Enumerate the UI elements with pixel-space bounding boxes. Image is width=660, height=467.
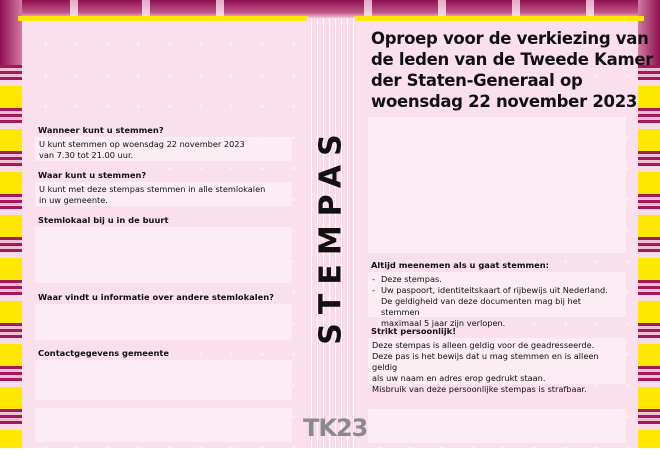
election-code: TK23 xyxy=(303,414,368,442)
where-box xyxy=(35,182,292,206)
personal-line: als uw naam en adres erop gedrukt staan. xyxy=(372,373,546,383)
bring-heading: Altijd meenemen als u gaat stemmen: xyxy=(371,260,549,270)
personal-box xyxy=(368,338,626,394)
bring-item: - Uw paspoort, identiteitskaart of rijbewijs uit Nederland. xyxy=(372,285,608,295)
where-heading: Waar kunt u stemmen? xyxy=(38,170,147,180)
when-heading: Wanneer kunt u stemmen? xyxy=(38,125,164,135)
bottom-left-box xyxy=(35,408,292,442)
stempas-label: STEMPAS xyxy=(313,125,349,345)
nearby-box xyxy=(35,227,292,283)
personal-line: Misbruik van deze persoonlijke stempas is strafbaar. xyxy=(372,384,587,394)
bring-box xyxy=(368,272,626,328)
info-box xyxy=(35,304,292,340)
bring-note: De geldigheid van deze documenten mag bij het stemmen xyxy=(381,296,581,317)
personal-line: Deze stempas is alleen geldig voor de geadresseerde. xyxy=(372,340,595,350)
left-border xyxy=(0,0,22,448)
bring-item: - Deze stempas. xyxy=(372,274,442,284)
personal-heading: Strikt persoonlijk! xyxy=(371,326,456,336)
where-line: in uw gemeente. xyxy=(39,195,108,205)
info-heading: Waar vindt u informatie over andere stemlokalen? xyxy=(38,292,274,302)
when-line: U kunt stemmen op woensdag 22 november 2023 xyxy=(39,139,245,149)
corner-left xyxy=(0,0,22,65)
bottom-right-box xyxy=(368,409,626,443)
bring-note: maximaal 5 jaar zijn verlopen. xyxy=(381,318,506,328)
contact-heading: Contactgegevens gemeente xyxy=(38,348,170,358)
address-box xyxy=(368,117,626,253)
nearby-heading: Stemlokaal bij u in de buurt xyxy=(38,215,169,225)
page-title: Oproep voor de verkiezing van de leden van de Tweede Kamer der Staten-Generaal op woensdag 22 november 2023 xyxy=(371,29,654,111)
when-box xyxy=(35,137,292,161)
contact-box xyxy=(35,360,292,400)
where-line: U kunt met deze stempas stemmen in alle stemlokalen xyxy=(39,184,266,194)
when-line: van 7.30 tot 21.00 uur. xyxy=(39,150,134,160)
personal-line: Deze pas is het bewijs dat u mag stemmen en is alleen geldig xyxy=(372,351,599,372)
